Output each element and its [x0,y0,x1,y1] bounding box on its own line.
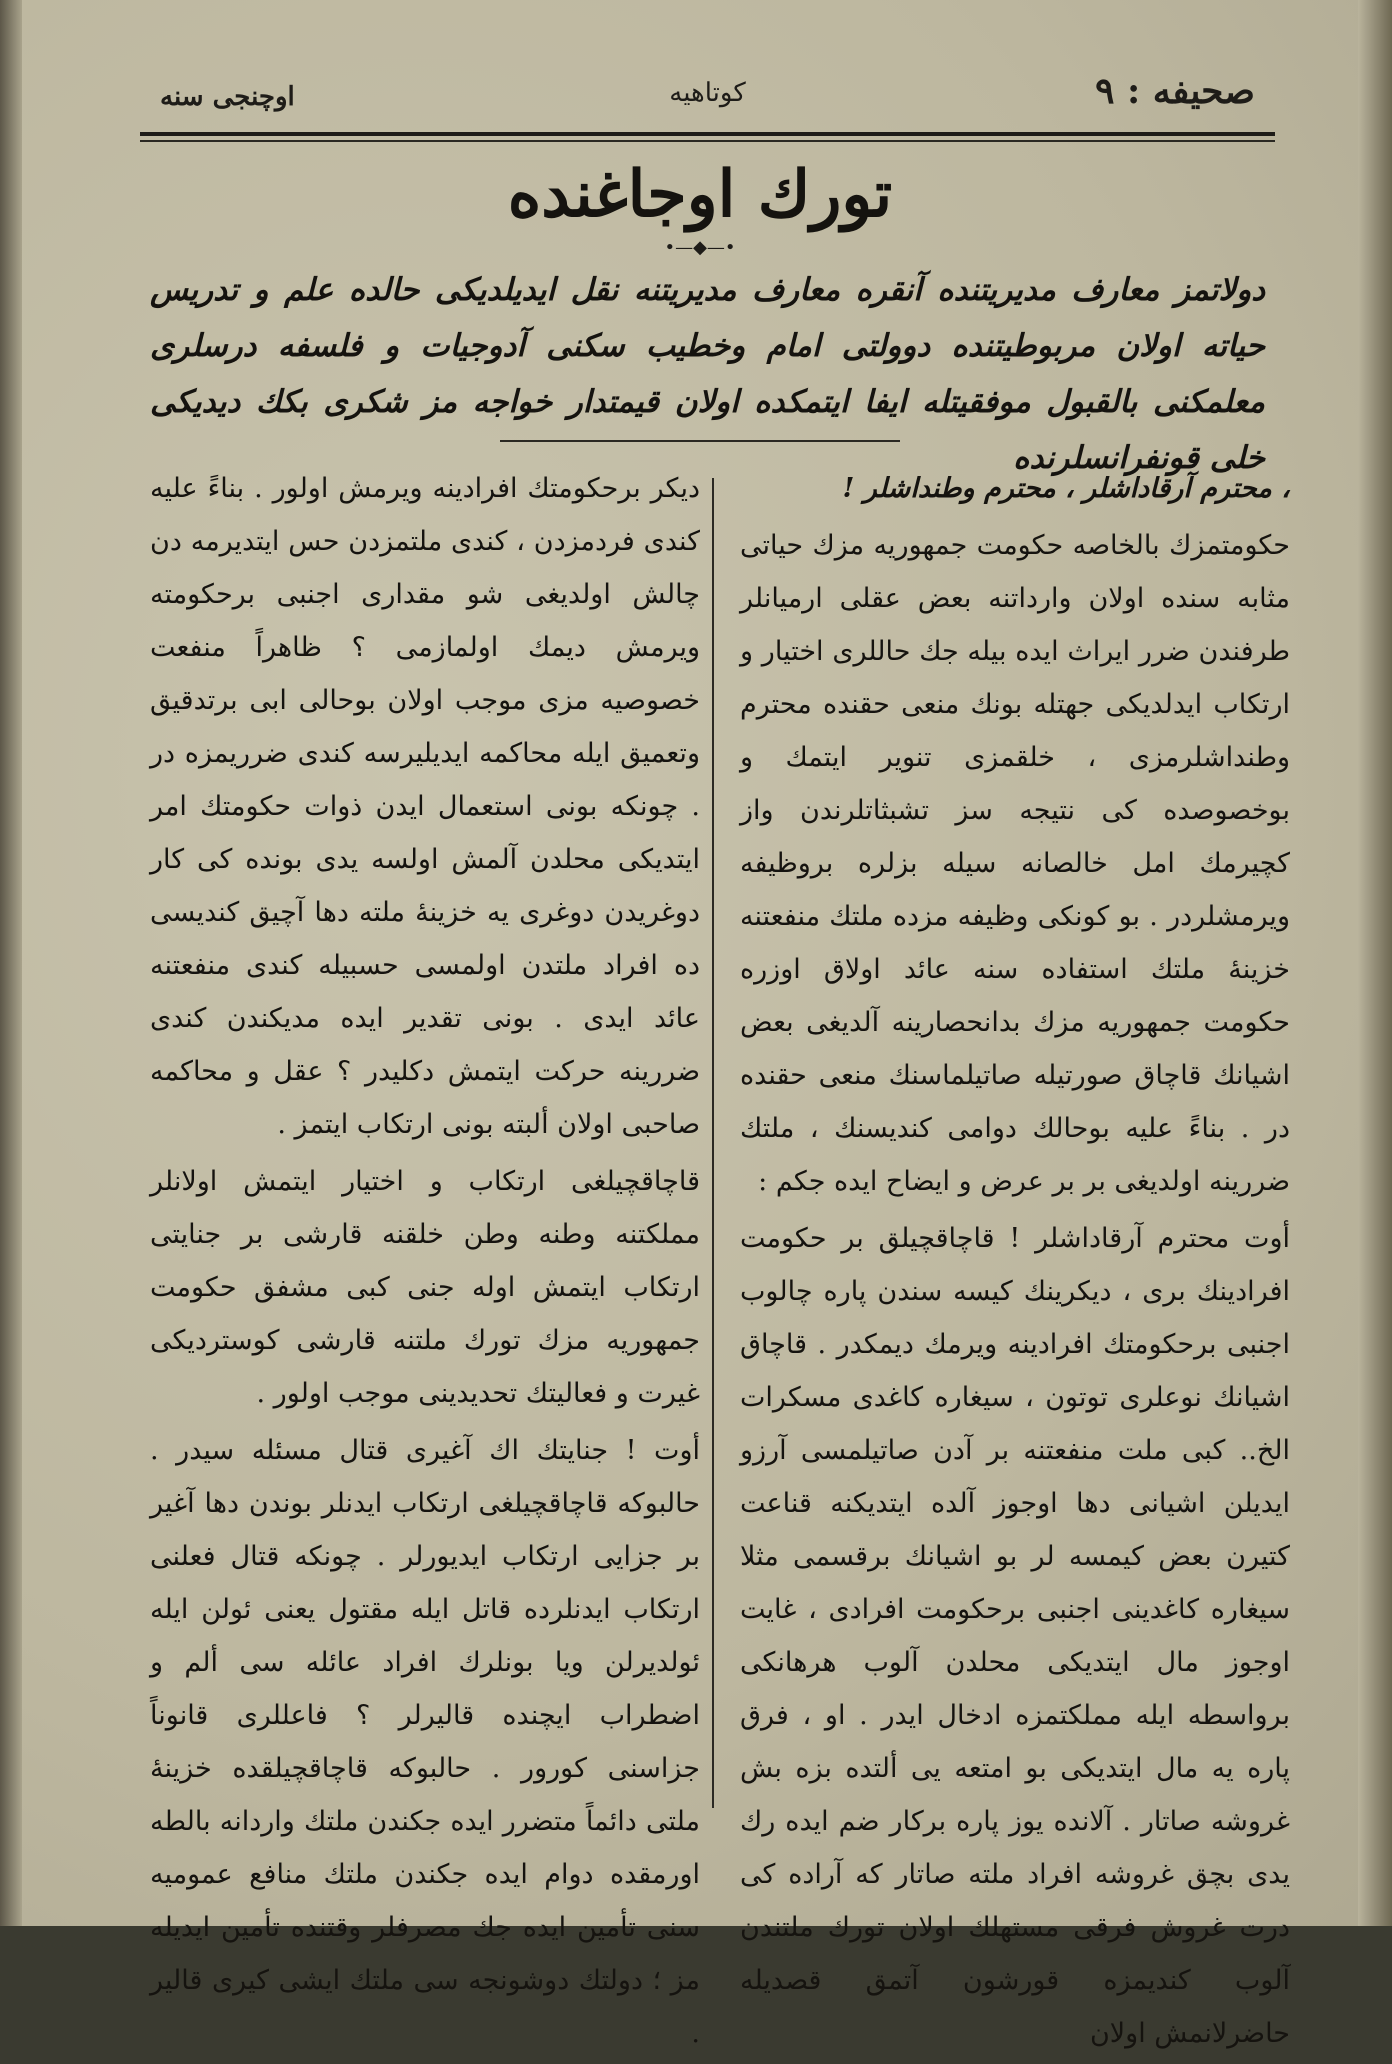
intro-rule [500,440,900,442]
page-left-edge [0,0,22,1926]
header-year: اوچنجی سنه [160,82,295,112]
page-number: صحیفه : ۹ [1095,70,1255,112]
header-rule [140,132,1275,136]
article-intro: دولاتمز معارف مدیریتنده آنقره معارف مدیریتنه نقل ایدیلدیکی حالده علم و تدریس حیاته اولان مربوطیتنده دوولتی امام وخطیب سکنی آدوجیات و فلسفه درسلری معلمکنی بالقبول موفقیتله ایفا ایتمکده اولان قیمتدار خواجه مز شکری بکك دیدیکی خلی قونفرانسلرنده [150,272,1265,476]
page-right-edge [1358,0,1392,1926]
body-paragraph: قاچاقچیلغی ارتکاب و اختیار ایتمش اولانلر مملکتنه وطنه وطن خلقنه قارشی بر جنایتی ارتکاب ایتمش اوله جنی کبی مشفق حکومت جمهوریه مزك تورك ملتنه قارشی کوستردیکی غیرت و فعالیتك تحدیدینی موجب اولور . [150,1166,700,1409]
header-rule-thin [140,140,1275,142]
body-paragraph: أوت ! جنایتك اك آغیری قتال مسئله سیدر . حالبوکه قاچاقچیلغی ارتکاب ایدنلر بوندن دها آغیر بر جزایی ارتکاب ایدیورلر . چونکه قتال فعلنی ارتکاب ایدنلرده قاتل ایله مقتول یعنی ئولن ایله ئولدیرلن ویا بونلرك افراد عائله سی ألم و اضطراب ایچنده قالیرلر ؟ فاعللری قانوناً جزاسنی کورور . حالبوکه قاچاقچیلقده خزینهٔ ملتی دائماً متضرر ایده جکندن ملتك واردانه بالطه اورمقده دوام ایده جکندن ملتك منافع عمومیه سنی تأمین ایده جك مصرفلر وقتنده تأمین ایدیله مز ؛ دولتك دوشونجه سی ملتك ایشی کیری قالیر . [150,1435,700,2049]
greeting-paragraph: ، محترم آرقاداشلر ، محترم وطنداشلر ! [842,473,1290,504]
header-city: کوتاهیه [669,78,746,108]
body-paragraph: دیکر برحکومتك افرادینه ویرمش اولور . بناءً علیه کندی فردمزدن ، کندی ملتمزدن حس ایتدیرمه دن چالش اولدیغی شو مقداری اجنبی برحکومته ویرمش دیمك اولمازمی ؟ ظاهراً منفعت خصوصیه مزی موجب اولان بوحالی ابی برتدقیق وتعمیق ایله محاکمه ایدیلیرسه کندی ضرریمزه در . چونکه بونی استعمال ایدن ذوات حکومتك امر ایتدیکی محلدن آلمش اولسه یدی بونده کی کار دوغریدن دوغری یه خزینهٔ ملته دها آچیق کندیسی ده افراد ملتدن اولمسی حسبیله کندی منفعتنه عائد ایدی . بونی تقدیر ایده مدیکندن کندی ضررینه حرکت ایتمش دکلیدر ؟ عقل و محاکمه صاحبی اولان ألبته بونی ارتکاب ایتمز . [150,473,700,1140]
article-title: تورك اوجاغنده [507,157,893,232]
body-paragraph: حکومتمزك بالخاصه حکومت جمهوریه مزك حیاتی مثابه سنده اولان وارداتنه بعض عقلی ارمیانلر طرفندن ضرر ایراث ایده بیله جك حاللری اختیار و ارتکاب ایدلدیکی جهتله بونك منعی حقنده محترم وطنداشلرمزی ، خلقمزی تنویر ایتمك و بوخصوصده کی نتیجه سز تشبثاتلرندن واز کچیرمك امل خالصانه سیله بزلره بروظیفه ویرمشلردر . بو کونکی وظیفه مزده ملتك منفعتنه خزینهٔ ملتك استفاده سنه عائد اولاق اوزره حکومت جمهوریه مزك بدانحصارینه آلدیغی بعض اشیانك قاچاق صورتیله صاتیلماسنك منعی حقنده در . بناءً علیه بوحالك دوامی کندیسنك ، ملتك ضررینه اولدیغی بر بر عرض و ایضاح ایده جکم : [740,530,1290,1197]
page-header [140,70,1275,130]
title-ornament: •—◆—• [664,237,736,258]
left-column [150,462,700,2064]
right-column [740,462,1290,2064]
body-paragraph: أوت محترم آرقاداشلر ! قاچاقچیلق بر حکومت افرادینك بری ، دیکرینك کیسه سندن پاره چالوب اجنبی برحکومتك افرادینه ویرمك دیمکدر . قاچاق اشیانك نوعلری توتون ، سیغاره کاغدی مسکرات الخ.. کبی ملت منفعتنه بر آدن صاتیلمسی آرزو ایدیلن اشیانی دها اوجوز آلده ایتدیکنه قناعت کتیرن بعض کیمسه لر بو اشیانك برقسمی مثلا سیغاره کاغدینی اجنبی برحکومت افرادی ، غایت اوجوز مال ایتدیکی محلدن آلوب هرهانکی برواسطه ایله مملکتمزه ادخال ایدر . او ، فرق پاره یه مال ایتدیکی بو امتعه یی ألتده بزه بش غروشه صاتار . آلانده یوز پاره برکار ضم ایده رك یدی بچق غروشه افراد ملته صاتار که آراده کی درت غروش فرقی مستهلك اولان تورك ملتندن آلوب کندیمزه قورشون آتمق قصدیله حاضرلانمش اولان [740,1223,1290,2049]
column-divider [712,478,714,1808]
